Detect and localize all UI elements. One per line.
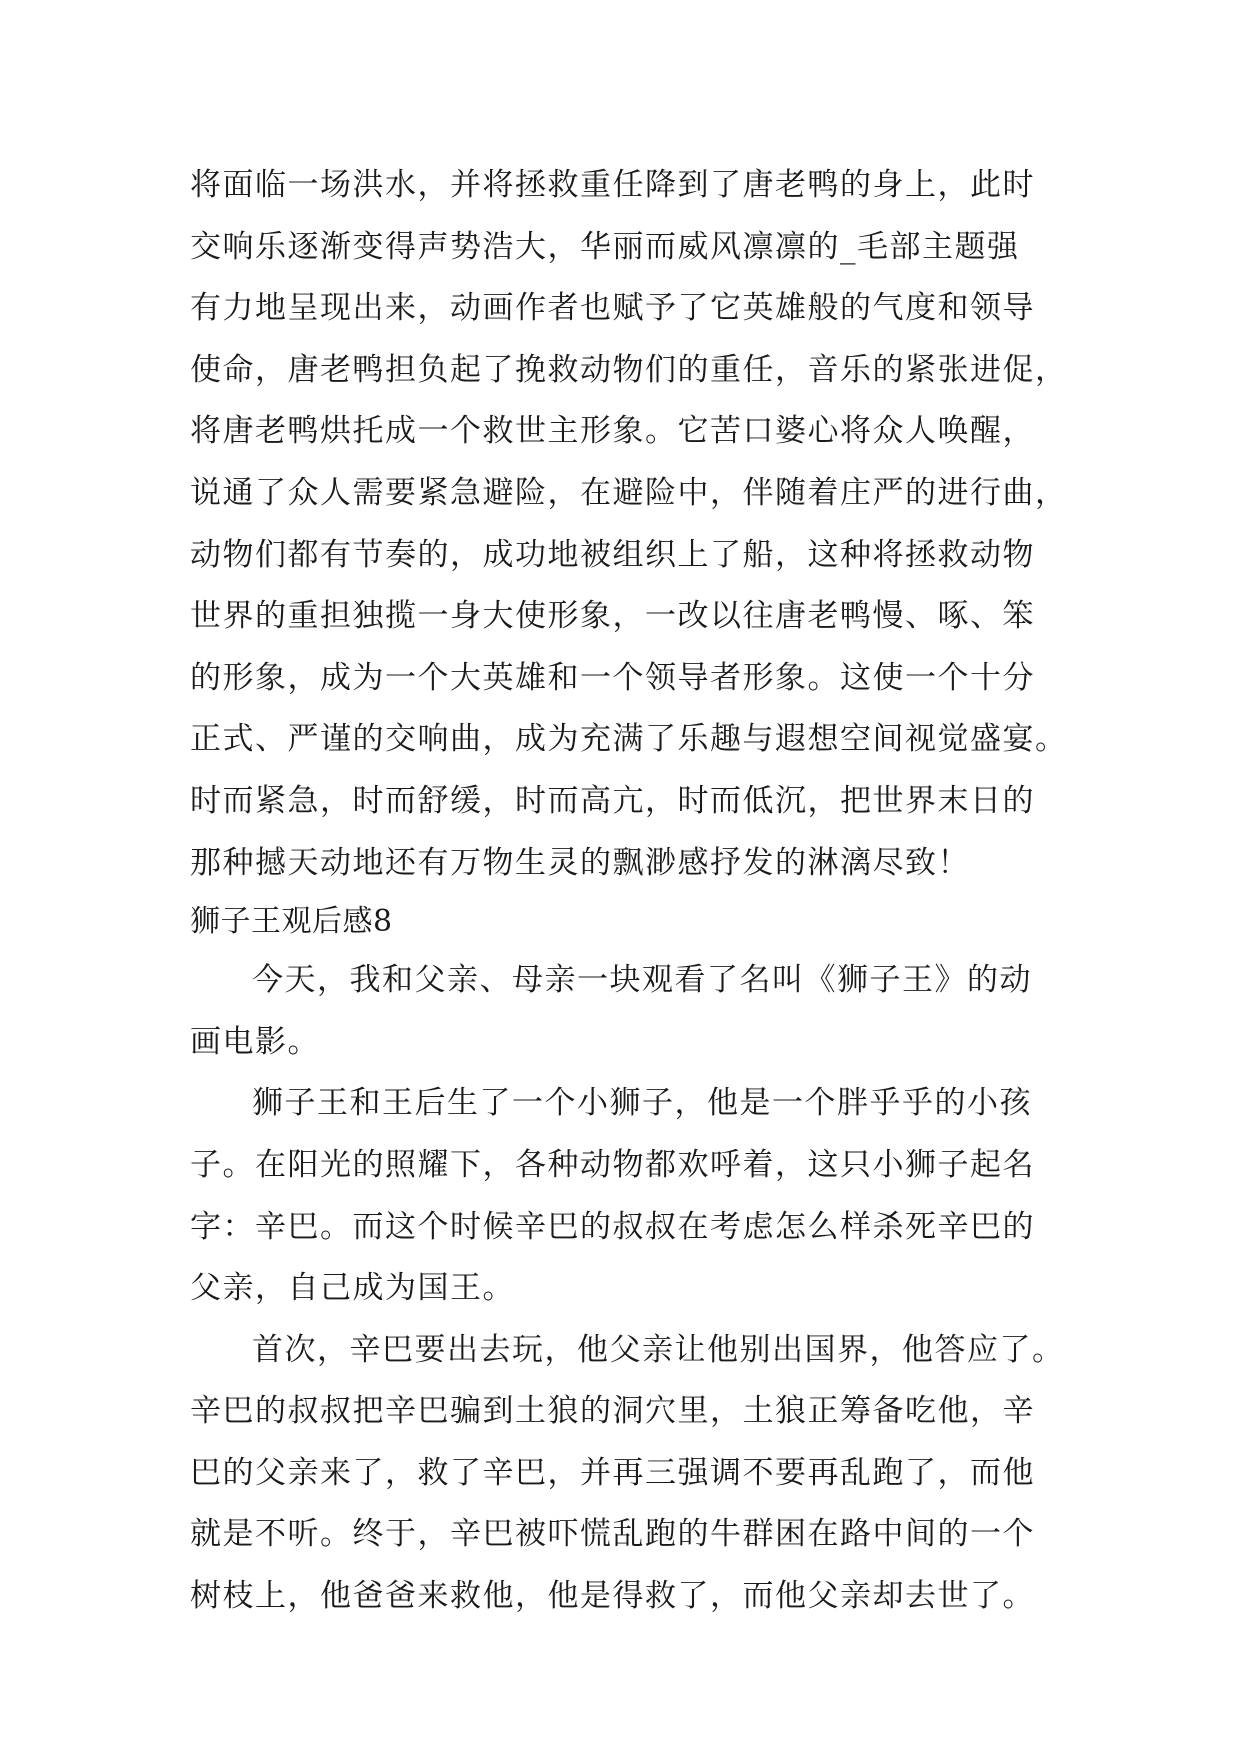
text-line: 动物们都有节奏的，成功地被组织上了船，这种将拯救动物 — [190, 536, 1035, 573]
text-line: 时而紧急，时而舒缓，时而高亢，时而低沉，把世界末日的 — [190, 782, 1035, 819]
text-line: 今天，我和父亲、母亲一块观看了名叫《狮子王》的动 — [252, 962, 1032, 999]
document-page — [190, 155, 1070, 1628]
text-line: 狮子王和王后生了一个小狮子，他是一个胖乎乎的小孩 — [252, 1085, 1032, 1122]
text-line: 世界的重担独揽一身大使形象，一改以往唐老鸭慢、啄、笨 — [190, 598, 1035, 635]
text-line: 巴的父亲来了，救了辛巴，并再三强调不要再乱跑了，而他 — [190, 1454, 1035, 1491]
text-line: 子。在阳光的照耀下，各种动物都欢呼着，这只小狮子起名 — [190, 1146, 1035, 1183]
text-line: 辛巴的叔叔把辛巴骗到土狼的洞穴里，土狼正筹备吃他，辛 — [190, 1393, 1035, 1430]
text-line: 交响乐逐渐变得声势浩大，华丽而威风凛凛的_毛部主题强 — [190, 228, 1020, 265]
text-line: 有力地呈现出来，动画作者也赋予了它英雄般的气度和领导 — [190, 290, 1035, 327]
text-line: 说通了众人需要紧急避险，在避险中，伴随着庄严的进行曲， — [190, 474, 1068, 511]
paragraph-3 — [190, 1320, 1070, 1628]
text-line: 就是不听。终于，辛巴被吓慌乱跑的牛群困在路中间的一个 — [190, 1516, 1035, 1553]
text-line: 将唐老鸭烘托成一个救世主形象。它苦口婆心将众人唤醒， — [190, 413, 1035, 450]
text-line: 的形象，成为一个大英雄和一个领导者形象。这使一个十分 — [190, 659, 1035, 696]
text-line: 字：辛巴。而这个时候辛巴的叔叔在考虑怎么样杀死辛巴的 — [190, 1208, 1035, 1245]
text-line: 使命，唐老鸭担负起了挽救动物们的重任，音乐的紧张进促， — [190, 351, 1068, 388]
text-line: 那种撼天动地还有万物生灵的飘渺感抒发的淋漓尽致！ — [190, 844, 970, 881]
paragraph-2 — [190, 1073, 1070, 1319]
text-line: 树枝上，他爸爸来救他，他是得救了，而他父亲却去世了。 — [190, 1578, 1035, 1615]
text-line: 首次，辛巴要出去玩，他父亲让他别出国界，他答应了。 — [252, 1331, 1065, 1368]
text-line: 正式、严谨的交响曲，成为充满了乐趣与遐想空间视觉盛宴。 — [190, 721, 1068, 758]
paragraph-1 — [190, 950, 1070, 1073]
section-heading: 狮子王观后感8 — [190, 904, 393, 940]
text-line: 父亲，自己成为国王。 — [190, 1270, 515, 1307]
text-line: 画电影。 — [190, 1023, 320, 1060]
text-line: 将面临一场洪水，并将拯救重任降到了唐老鸭的身上，此时 — [190, 167, 1035, 203]
paragraph-continued — [190, 155, 1070, 894]
